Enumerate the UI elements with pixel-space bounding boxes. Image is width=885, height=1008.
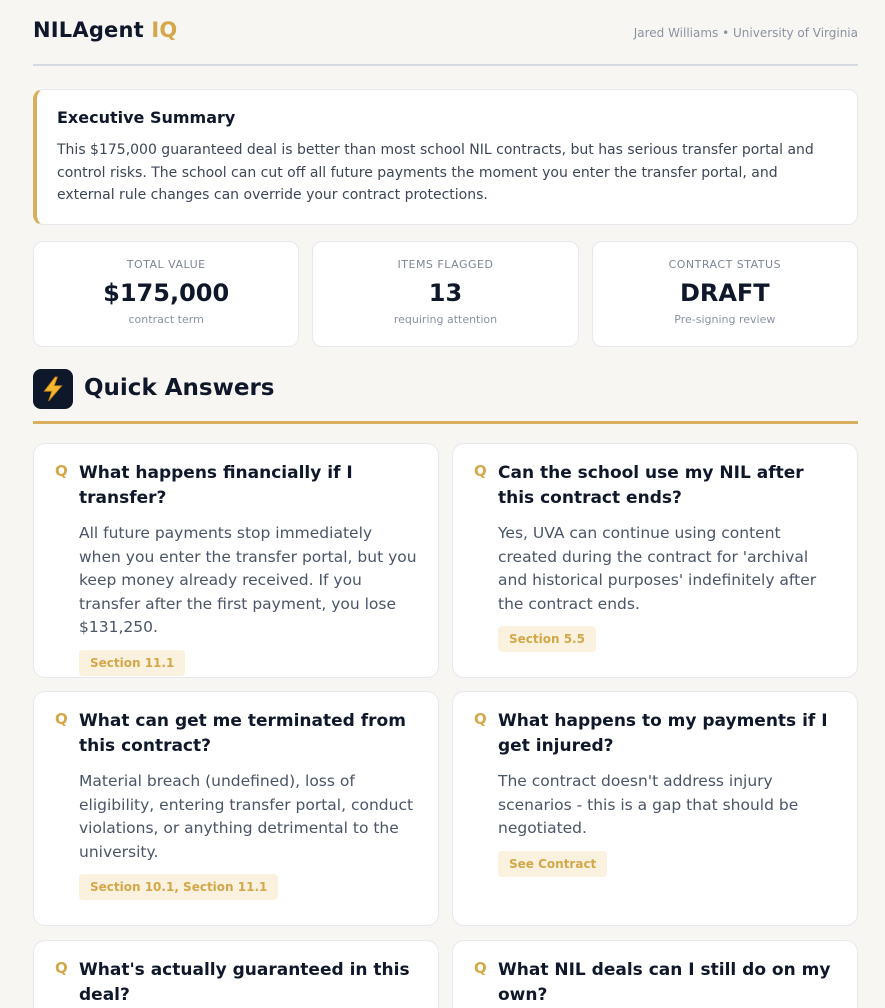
stat-sub: requiring attention	[393, 313, 498, 326]
section-reference-tag[interactable]: Section 11.1	[79, 650, 185, 676]
brand-logo[interactable]	[33, 18, 177, 42]
qa-answer: Yes, UVA can continue using content created during the contract for 'archival and historical purposes' indefinitely after the contract ends.	[498, 524, 817, 613]
stat-sub: contract term	[128, 313, 204, 326]
qa-answer: Material breach (undefined), loss of eligibility, entering transfer portal, conduct violations, or anything detrimental to the university.	[79, 772, 414, 861]
stat-value: DRAFT	[679, 279, 770, 307]
brand-accent: IQ	[151, 18, 178, 42]
qa-card[interactable]	[452, 443, 858, 678]
stats-row	[33, 241, 858, 347]
lightning-icon	[33, 369, 73, 409]
qa-answer: All future payments stop immediately when you enter the transfer portal, but you keep money already received. If you transfer after the first payment, you lose $131,250.	[79, 524, 417, 636]
executive-summary-title: Executive Summary	[57, 108, 236, 127]
qa-card[interactable]	[452, 940, 858, 1008]
section-reference-tag[interactable]: Section 10.1, Section 11.1	[79, 874, 278, 900]
app-header	[33, 18, 858, 66]
qa-answer: The contract doesn't address injury scenarios - this is a gap that should be negotiated.	[498, 772, 799, 837]
stat-contract-status	[592, 241, 858, 347]
qa-question: Can the school use my NIL after this contract ends?	[498, 463, 804, 508]
qa-card[interactable]	[33, 691, 439, 926]
user-info: Jared Williams • University of Virginia	[633, 26, 858, 40]
section-reference-tag[interactable]: Section 5.5	[498, 626, 596, 652]
qa-question: What happens financially if I transfer?	[79, 463, 353, 508]
stat-sub: Pre-signing review	[674, 313, 776, 326]
executive-summary-card	[33, 89, 858, 225]
qa-question: What happens to my payments if I get injured?	[498, 711, 828, 756]
stat-label: ITEMS FLAGGED	[397, 258, 494, 271]
stat-label: CONTRACT STATUS	[668, 258, 782, 271]
qa-question: What's actually guaranteed in this deal?	[79, 960, 410, 1005]
section-reference-tag[interactable]: See Contract	[498, 851, 607, 877]
qa-card[interactable]	[33, 940, 439, 1008]
quick-answers-title: Quick Answers	[84, 375, 275, 401]
q-marker: Q	[55, 959, 68, 977]
executive-summary-body: This $175,000 guaranteed deal is better than most school NIL contracts, but has serious transfer portal and control risks. The school can cut off all future payments the moment you enter the transfer portal, and external rule changes can override your contract protections.	[57, 142, 814, 203]
q-marker: Q	[474, 462, 487, 480]
qa-question: What NIL deals can I still do on my own?	[498, 960, 831, 1005]
q-marker: Q	[55, 462, 68, 480]
quick-answers-header	[33, 369, 858, 424]
stat-value: $175,000	[103, 279, 230, 307]
stat-total-value	[33, 241, 299, 347]
qa-card[interactable]	[33, 443, 439, 678]
stat-items-flagged	[312, 241, 578, 347]
qa-question: What can get me terminated from this contract?	[79, 711, 406, 756]
qa-card[interactable]	[452, 691, 858, 926]
brand-name: NILAgent	[33, 18, 144, 42]
q-marker: Q	[55, 710, 68, 728]
stat-value: 13	[428, 279, 463, 307]
stat-label: TOTAL VALUE	[126, 258, 206, 271]
q-marker: Q	[474, 959, 487, 977]
q-marker: Q	[474, 710, 487, 728]
